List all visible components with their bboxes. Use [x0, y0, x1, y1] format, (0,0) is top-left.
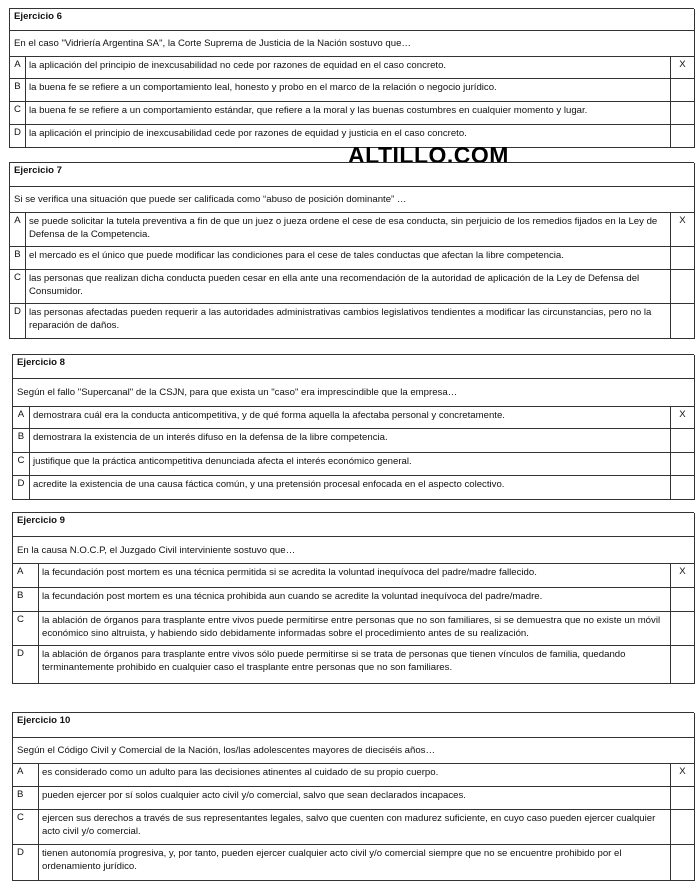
answer-mark	[670, 612, 694, 645]
option-row	[10, 213, 694, 247]
option-text: pueden ejercer por sí solos cualquier acto civil y/o comercial, salvo que sean declarados incapaces.	[42, 790, 466, 801]
option-row	[13, 407, 694, 429]
option-row	[13, 845, 694, 881]
answer-mark	[670, 125, 694, 147]
option-row	[13, 787, 694, 810]
exercise-question: En el caso "Vidriería Argentina SA", la Corte Suprema de Justicia de la Nación sostuvo que…	[10, 31, 694, 57]
option-letter: C	[13, 453, 30, 475]
answer-mark	[670, 787, 694, 809]
answer-mark	[670, 247, 694, 269]
exercise-question: Si se verifica una situación que puede ser calificada como “abuso de posición dominante” …	[10, 187, 694, 213]
option-letter: A	[10, 57, 26, 78]
option-row	[10, 270, 694, 304]
option-row	[10, 57, 694, 79]
exercise-9	[12, 512, 694, 684]
option-row	[13, 429, 694, 453]
exercise-title: Ejercicio 9	[13, 513, 694, 537]
answer-mark: X	[670, 57, 694, 78]
exercise-title: Ejercicio 7	[10, 163, 694, 187]
option-letter: A	[13, 407, 30, 428]
option-text: ejercen sus derechos a través de sus representantes legales, salvo que cuenten con madurez suficiente, en cuyo caso pueden ejercer cualquier acto civil y/o comercial.	[42, 813, 656, 837]
option-text: la fecundación post mortem es una técnica permitida si se acredita la voluntad inequívoca del padre/madre fallecido.	[42, 567, 537, 578]
option-text: la aplicación del principio de inexcusabilidad no cede por razones de equidad en el caso concreto.	[29, 60, 447, 71]
option-text: la fecundación post mortem es una técnica prohibida aun cuando se acredite la voluntad inequívoca del padre/madre.	[42, 591, 543, 602]
option-letter: C	[13, 810, 39, 844]
option-letter: D	[10, 125, 26, 147]
option-row	[13, 453, 694, 476]
option-letter: C	[10, 102, 26, 124]
option-row	[13, 810, 694, 845]
answer-mark	[670, 270, 694, 303]
exercise-title: Ejercicio 10	[13, 713, 694, 738]
option-letter: B	[10, 247, 26, 269]
option-letter: B	[13, 787, 39, 809]
answer-mark: X	[670, 407, 694, 428]
option-letter: A	[13, 564, 39, 587]
option-row	[13, 588, 694, 612]
exercise-question: Según el Código Civil y Comercial de la Nación, los/las adolescentes mayores de dieciséis años…	[13, 738, 694, 764]
option-text: la buena fe se refiere a un comportamiento leal, honesto y probo en el marco de la relación o negocio jurídico.	[29, 82, 497, 93]
answer-mark	[670, 79, 694, 101]
option-text: se puede solicitar la tutela preventiva a fin de que un juez o jueza ordene el cese de esa conducta, sin perjuicio de los remedios fijados en la Ley de Defensa de la Competencia.	[29, 216, 658, 240]
option-row	[10, 304, 694, 339]
option-letter: C	[13, 612, 39, 645]
option-letter: B	[13, 588, 39, 611]
option-row	[13, 612, 694, 646]
option-text: la aplicación el principio de inexcusabilidad cede por razones de equidad y justicia en el caso concreto.	[29, 128, 467, 139]
answer-mark	[670, 429, 694, 452]
option-letter: D	[13, 845, 39, 880]
option-text: tienen autonomía progresiva, y, por tanto, pueden ejercer cualquier acto civil y/o comercial siempre que no se encuentre prohibido por el ordenamiento jurídico.	[42, 848, 622, 872]
exercise-question: Según el fallo "Supercanal" de la CSJN, para que exista un "caso" era imprescindible que la empresa…	[13, 379, 694, 407]
option-letter: D	[13, 476, 30, 499]
option-text: las personas que realizan dicha conducta pueden cesar en ella ante una recomendación de la autoridad de aplicación de la Ley de Defensa del Consumidor.	[29, 273, 640, 297]
option-text: acredite la existencia de una causa fáctica común, y una pretensión procesal enfocada en el aspecto colectivo.	[33, 479, 505, 490]
answer-mark: X	[670, 213, 694, 246]
exercise-7	[9, 162, 694, 339]
answer-mark	[670, 102, 694, 124]
option-letter: C	[10, 270, 26, 303]
answer-mark	[670, 453, 694, 475]
option-row	[13, 476, 694, 500]
option-row	[13, 646, 694, 684]
option-row	[10, 247, 694, 270]
option-text: la buena fe se refiere a un comportamiento estándar, que refiere a la moral y las buenas costumbres en cualquier momento y lugar.	[29, 105, 588, 116]
exercise-question: En la causa N.O.C.P, el Juzgado Civil interviniente sostuvo que…	[13, 537, 694, 564]
option-letter: D	[13, 646, 39, 683]
option-text: el mercado es el único que puede modificar las condiciones para el cese de tales conductas que afectan la libre competencia.	[29, 250, 564, 261]
option-text: demostrara cuál era la conducta anticompetitiva, y de qué forma aquella la afectaba personal y concretamente.	[33, 410, 505, 421]
option-text: justifique que la práctica anticompetitiva denunciada afecta el interés económico general.	[33, 456, 412, 467]
option-row	[10, 79, 694, 102]
option-row	[10, 102, 694, 125]
exercise-8	[12, 354, 694, 500]
option-row	[13, 764, 694, 787]
option-text: es considerado como un adulto para las decisiones atinentes al cuidado de su propio cuerpo.	[42, 767, 439, 778]
option-text: la ablación de órganos para trasplante entre vivos sólo puede permitirse si se trata de personas que tienen vínculos de familia, quedando terminantemente prohibido en cualquier caso el trasplante entre personas que no son familiares.	[42, 649, 626, 673]
option-letter: D	[10, 304, 26, 338]
exercise-title: Ejercicio 8	[13, 355, 694, 379]
option-row	[13, 564, 694, 588]
exercise-title: Ejercicio 6	[10, 9, 694, 31]
answer-mark	[670, 845, 694, 880]
exercise-10	[12, 712, 694, 881]
answer-mark	[670, 476, 694, 499]
exercise-6	[9, 8, 694, 148]
option-letter: A	[10, 213, 26, 246]
answer-mark	[670, 810, 694, 844]
watermark-logo: ALTILLO.COM	[348, 142, 509, 168]
answer-mark	[670, 304, 694, 338]
answer-mark: X	[670, 564, 694, 587]
option-text: la ablación de órganos para trasplante entre vivos puede permitirse entre personas que no son familiares, si se demuestra que no existe un móvil económico sino altruista, y habiendo sido debidamente informadas sobre el procedimiento antes de su realización.	[42, 615, 661, 639]
answer-mark	[670, 646, 694, 683]
option-letter: B	[10, 79, 26, 101]
option-text: demostrara la existencia de un interés difuso en la defensa de la libre competencia.	[33, 432, 388, 443]
answer-mark	[670, 588, 694, 611]
answer-mark: X	[670, 764, 694, 786]
option-text: las personas afectadas pueden requerir a las autoridades administrativas cambios legislativos tendientes a modificar las circunstancias, pero no la reparación de daños.	[29, 307, 652, 331]
option-letter: B	[13, 429, 30, 452]
option-letter: A	[13, 764, 39, 786]
